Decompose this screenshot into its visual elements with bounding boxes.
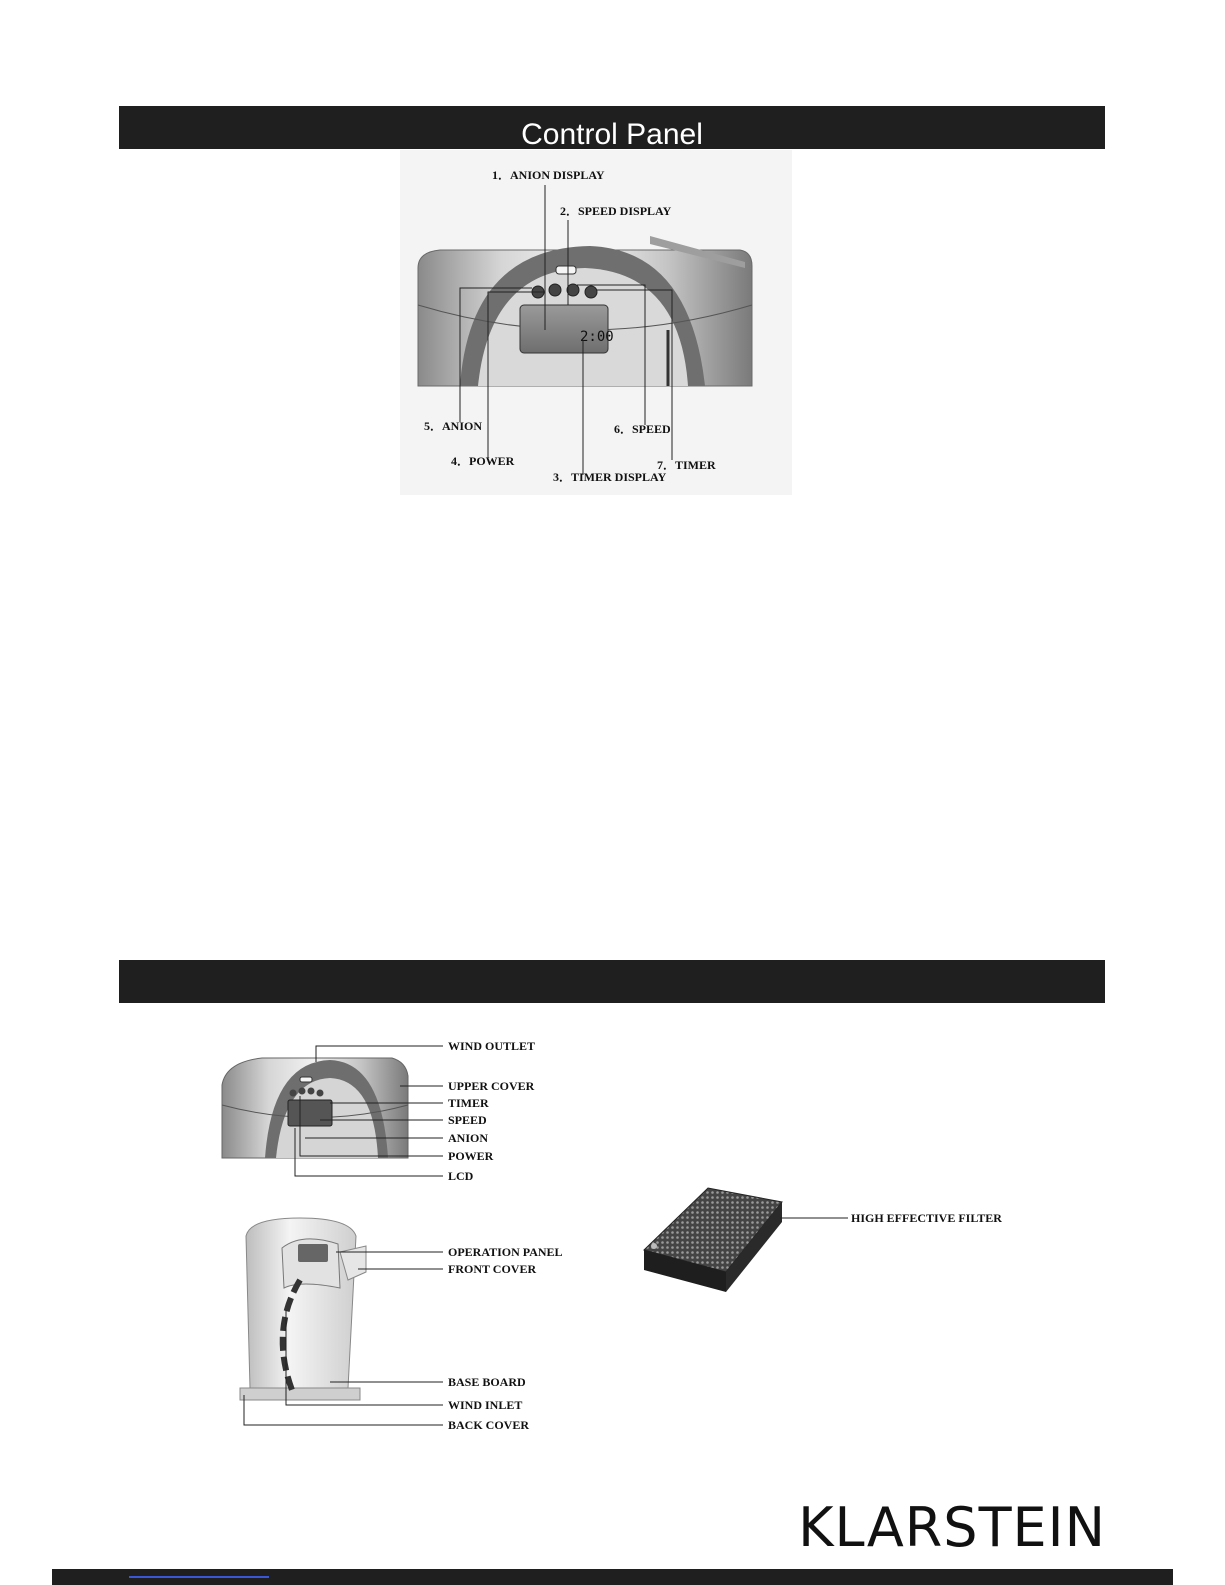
wind-inlet-label: WIND INLET [448, 1398, 523, 1412]
timer-label: 7．TIMER [657, 458, 716, 472]
high-effective-filter-label: HIGH EFFECTIVE FILTER [851, 1211, 1002, 1225]
lcd-label: LCD [448, 1169, 474, 1183]
anion-label: 5．ANION [424, 419, 483, 433]
operation-panel-label: OPERATION PANEL [448, 1245, 563, 1259]
wind-outlet-label: WIND OUTLET [448, 1039, 536, 1053]
brand-logo: KLARSTEIN [798, 1496, 1106, 1559]
front-cover-label: FRONT COVER [448, 1262, 537, 1276]
timer-display-label: 3．TIMER DISPLAY [553, 470, 667, 484]
speed-display-label: 2．SPEED DISPLAY [560, 204, 672, 218]
back-cover-label: BACK COVER [448, 1418, 530, 1432]
upper-cover-label: UPPER COVER [448, 1079, 535, 1093]
speed-part-label: SPEED [448, 1113, 487, 1127]
control-panel-photo [400, 150, 792, 495]
upper-unit-photo [222, 1058, 408, 1158]
timer-part-label: TIMER [448, 1096, 489, 1110]
full-unit-photo [240, 1218, 366, 1400]
base-board-label: BASE BOARD [448, 1375, 526, 1389]
section-title: Control Panel [521, 118, 703, 149]
lcd-time-readout: 2:00 [580, 329, 614, 345]
footer-link-underline [129, 1576, 269, 1578]
power-part-label: POWER [448, 1149, 494, 1163]
anion-display-label: 1．ANION DISPLAY [492, 168, 605, 182]
anion-part-label: ANION [448, 1131, 489, 1145]
power-label: 4．POWER [451, 454, 515, 468]
speed-label: 6．SPEED [614, 422, 671, 436]
filter-photo [644, 1188, 782, 1292]
